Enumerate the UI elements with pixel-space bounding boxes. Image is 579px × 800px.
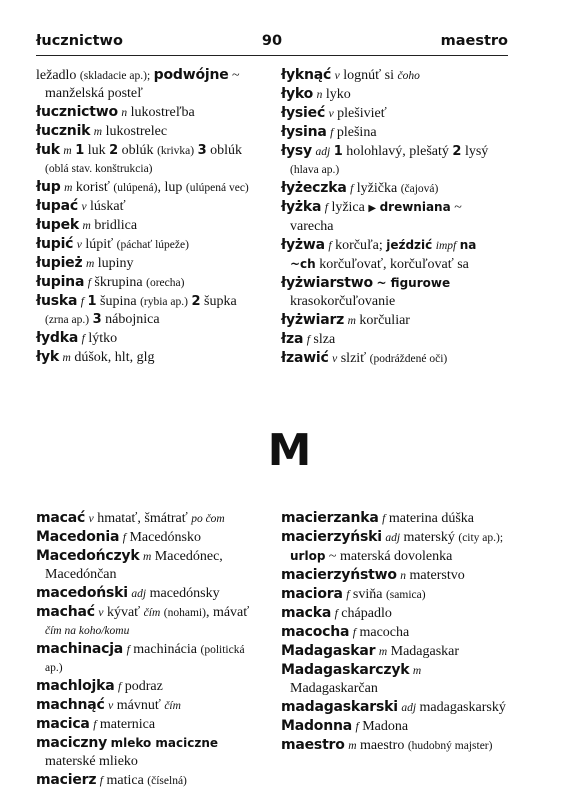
translation-text: Madagaskarčan <box>290 681 378 696</box>
sense-number: 1 <box>75 143 85 158</box>
grammar-label: v <box>334 70 340 82</box>
grammar-label: m <box>64 182 73 194</box>
grammar-label: f <box>350 183 354 195</box>
translation-text: , mávať <box>205 605 250 620</box>
translation-text: lukostrelec <box>102 124 168 139</box>
translation-text: plešivieť <box>333 106 387 121</box>
dictionary-entry <box>36 216 261 235</box>
entries-column-bottom-left <box>36 509 261 790</box>
translation-text: korčuľa; <box>331 238 387 253</box>
dictionary-entry <box>281 736 506 755</box>
translation-text: lyžica <box>327 200 369 215</box>
dictionary-entry <box>281 717 506 736</box>
grammar-label: v <box>98 607 104 619</box>
grammar-label: v <box>76 239 82 251</box>
translation-text: lukostreľba <box>127 105 195 120</box>
dictionary-entry <box>281 104 506 123</box>
grammar-label: f <box>81 333 85 345</box>
grammar-label: f <box>328 240 332 252</box>
translation-text: nábojnica <box>101 312 160 327</box>
translation-text: kývať <box>103 605 144 620</box>
grammar-label: adj <box>131 588 147 600</box>
headword: łupież <box>36 255 83 271</box>
phrase: urlop <box>290 549 326 563</box>
dictionary-entry <box>281 274 506 311</box>
phrase: na ~ch <box>290 238 477 271</box>
translation-text: materina dúška <box>385 511 474 526</box>
dictionary-entry <box>36 103 261 122</box>
section-letter: M <box>267 425 312 476</box>
headword: macierzyński <box>281 529 382 545</box>
dictionary-entry <box>281 509 506 528</box>
translation-text: šupka <box>200 294 237 309</box>
headword: łysy <box>281 143 312 159</box>
headword: macierzyństwo <box>281 567 397 583</box>
translation-text: korisť <box>72 180 114 195</box>
usage-note: (samica) <box>385 589 426 601</box>
translation-text: hmatať, šmátrať <box>93 511 192 526</box>
dictionary-entry <box>36 696 261 715</box>
translation-text: mávnuť <box>113 698 165 713</box>
headword: Madagaskar <box>281 643 376 659</box>
dictionary-entry <box>281 85 506 104</box>
headword: łucznictwo <box>36 104 118 120</box>
headword: łupina <box>36 274 85 290</box>
headword: machać <box>36 604 95 620</box>
headword: macedoński <box>36 585 128 601</box>
usage-note: (krivka) <box>157 145 195 157</box>
dictionary-entry <box>281 604 506 623</box>
page-number: 90 <box>261 33 283 49</box>
grammar-label: m <box>347 315 356 327</box>
headword: łysieć <box>281 105 326 121</box>
dictionary-entry <box>36 528 261 547</box>
sense-number: 1 <box>333 144 343 159</box>
phrase-marker: ▶ <box>368 203 377 214</box>
dictionary-entry <box>36 771 261 790</box>
grammar-label: n <box>400 570 407 582</box>
translation-text: holohlavý, plešatý <box>342 144 453 159</box>
phrase: jeździć <box>386 238 433 252</box>
usage-note: (nohami) <box>163 607 206 619</box>
dictionary-entry <box>281 566 506 585</box>
translation-text: luk <box>84 143 110 158</box>
usage-note: (čajová) <box>400 183 439 195</box>
translation-text: lúpiť <box>81 237 117 252</box>
grammar-label: f <box>80 296 84 308</box>
grammar-label: m <box>412 665 422 677</box>
translation-text: lýtko <box>84 331 118 346</box>
usage-note: (hudobný majster) <box>407 740 493 752</box>
headword: łuska <box>36 293 78 309</box>
header-rule <box>36 55 508 56</box>
dictionary-entry <box>36 292 261 329</box>
usage-note: (politická ap.) <box>45 644 245 674</box>
usage-hint: čím <box>164 700 181 712</box>
translation-text: ~ manželská posteľ <box>45 68 240 101</box>
translation-text: Macedónec, Macedónčan <box>45 549 223 582</box>
translation-text: slziť <box>337 351 370 366</box>
dictionary-entry <box>281 661 506 698</box>
grammar-label: adj <box>315 146 331 158</box>
grammar-label: f <box>99 775 103 787</box>
headword: łysina <box>281 124 327 140</box>
translation-text: materstvo <box>406 568 465 583</box>
headword: macierzanka <box>281 510 379 526</box>
grammar-label: m <box>142 551 152 563</box>
headword: maestro <box>281 737 345 753</box>
dictionary-entry <box>281 642 506 661</box>
headword: Macedonia <box>36 529 120 545</box>
translation-text: Madagaskar <box>387 644 460 659</box>
usage-hint: čím <box>143 607 161 619</box>
dictionary-entry <box>281 528 506 566</box>
usage-note: (city ap.); <box>458 532 504 544</box>
grammar-label: f <box>306 334 310 346</box>
dictionary-entry <box>281 198 506 236</box>
usage-note: (ulúpená) <box>113 182 158 194</box>
translation-text: škrupina <box>90 275 147 290</box>
dictionary-entry <box>36 178 261 197</box>
grammar-label: f <box>355 721 359 733</box>
headword: Macedończyk <box>36 548 140 564</box>
dictionary-entry <box>281 142 506 179</box>
headword: łydka <box>36 330 79 346</box>
headword: maciora <box>281 586 343 602</box>
dictionary-entry <box>281 585 506 604</box>
headword: łuk <box>36 142 60 158</box>
translation-text: lognúť si <box>339 68 398 83</box>
translation-text: šupina <box>96 294 141 309</box>
usage-note: (číselná) <box>147 775 187 787</box>
dictionary-entry <box>36 715 261 734</box>
entries-column-top-left <box>36 66 261 367</box>
grammar-label: v <box>108 700 114 712</box>
dictionary-entry <box>36 640 261 677</box>
grammar-label: v <box>88 513 94 525</box>
sense-number: 2 <box>109 143 119 158</box>
headword: Madonna <box>281 718 352 734</box>
header-last-entry: maestro <box>440 33 508 49</box>
usage-note: (oblá stav. konštrukcia) <box>45 163 153 175</box>
translation-text: maternica <box>96 717 156 732</box>
grammar-label: v <box>332 353 338 365</box>
dictionary-entry <box>281 311 506 330</box>
translation-text: materské mlieko <box>45 754 138 769</box>
grammar-label: f <box>93 719 97 731</box>
sense-number: 1 <box>87 294 97 309</box>
translation-text: lúskať <box>86 199 126 214</box>
translation-text: korčuľovať, korčuľovať sa <box>315 257 469 272</box>
grammar-label: f <box>87 277 91 289</box>
headword: łyżwiarstwo <box>281 275 373 291</box>
headword: Madagaskarczyk <box>281 662 410 678</box>
dictionary-entry <box>36 603 261 640</box>
dictionary-entry <box>36 547 261 584</box>
headword: maciczny <box>36 735 108 751</box>
headword: madagaskarski <box>281 699 398 715</box>
dictionary-entry <box>281 66 506 85</box>
dictionary-entry <box>36 66 261 103</box>
phrase: mleko maciczne <box>110 736 219 750</box>
headword: macocha <box>281 624 350 640</box>
phrase: ~ figurowe <box>376 276 451 290</box>
translation-text: plešina <box>333 125 377 140</box>
dictionary-entry <box>36 197 261 216</box>
translation-text: ležadlo <box>36 68 80 83</box>
dictionary-entry <box>281 123 506 142</box>
translation-text: lysý <box>461 144 489 159</box>
sense-number: 2 <box>191 294 201 309</box>
translation-text: oblúk <box>118 143 158 158</box>
grammar-label: m <box>82 220 91 232</box>
header-first-entry: łucznictwo <box>36 33 123 49</box>
dictionary-entry <box>36 141 261 178</box>
translation-text: korčuliar <box>355 313 410 328</box>
dictionary-entry <box>281 698 506 717</box>
grammar-label: adj <box>385 532 401 544</box>
dictionary-entry <box>36 235 261 254</box>
translation-text: machinácia <box>129 642 201 657</box>
dictionary-entry <box>36 273 261 292</box>
translation-text: sviňa <box>349 587 386 602</box>
grammar-label: f <box>346 589 350 601</box>
headword: łyko <box>281 86 314 102</box>
headword: macica <box>36 716 90 732</box>
translation-text: slza <box>309 332 336 347</box>
headword: machnąć <box>36 697 105 713</box>
grammar-label: f <box>117 681 122 693</box>
translation-text: ~ varecha <box>290 200 462 234</box>
translation-text: bridlica <box>90 218 138 233</box>
translation-text: podraz <box>121 679 163 694</box>
headword: łupać <box>36 198 78 214</box>
grammar-label: n <box>316 89 323 101</box>
headword: machlojka <box>36 678 115 694</box>
translation-text: dúšok, hlt, glg <box>70 350 155 365</box>
translation-text: Madona <box>358 719 409 734</box>
sense-number: 3 <box>197 143 207 158</box>
grammar-label: f <box>324 202 328 214</box>
usage-note: (páchať lúpeže) <box>116 239 189 251</box>
grammar-label: v <box>328 108 334 120</box>
entries-column-top-right <box>281 66 506 368</box>
dictionary-entry <box>281 236 506 274</box>
headword: łupek <box>36 217 79 233</box>
translation-text: madagaskarský <box>416 700 506 715</box>
usage-note: (podráždené oči) <box>369 353 448 365</box>
grammar-label: m <box>85 258 95 270</box>
grammar-label: f <box>352 627 356 639</box>
headword: łucznik <box>36 123 91 139</box>
dictionary-entry <box>36 734 261 771</box>
headword: łup <box>36 179 61 195</box>
dictionary-entry <box>36 254 261 273</box>
headword: podwójne <box>153 67 229 83</box>
headword: macka <box>281 605 332 621</box>
headword: łyżeczka <box>281 180 347 196</box>
dictionary-entry <box>36 122 261 141</box>
dictionary-entry <box>281 623 506 642</box>
translation-text: materský <box>400 530 459 545</box>
grammar-label: impf <box>435 240 457 252</box>
dictionary-entry <box>36 509 261 528</box>
usage-note: (ulúpená vec) <box>185 182 249 194</box>
translation-text: oblúk <box>206 143 243 158</box>
dictionary-entry <box>36 677 261 696</box>
dictionary-entry <box>281 349 506 368</box>
sense-number: 2 <box>452 144 462 159</box>
usage-note: (skladacie ap.); <box>79 70 151 82</box>
headword: macierz <box>36 772 97 788</box>
grammar-label: f <box>334 608 338 620</box>
headword: łyk <box>36 349 60 365</box>
grammar-label: adj <box>401 702 417 714</box>
headword: łza <box>281 331 304 347</box>
usage-note: (orecha) <box>146 277 185 289</box>
dictionary-entry <box>36 584 261 603</box>
grammar-label: f <box>122 532 126 544</box>
grammar-label: m <box>348 740 357 752</box>
usage-note: (rybia ap.) <box>140 296 188 308</box>
grammar-label: f <box>126 644 130 656</box>
usage-hint: čoho <box>397 70 420 82</box>
headword: łzawić <box>281 350 329 366</box>
headword: łupić <box>36 236 74 252</box>
translation-text: Macedónsko <box>125 530 201 545</box>
translation-text: chápadlo <box>337 606 392 621</box>
translation-text: lupiny <box>94 256 134 271</box>
headword: macać <box>36 510 86 526</box>
dictionary-entry <box>36 348 261 367</box>
grammar-label: f <box>330 127 334 139</box>
usage-hint: čím na koho/komu <box>45 625 130 637</box>
translation-text: ~ materská dovolenka <box>325 549 453 564</box>
sense-number: 3 <box>92 312 102 327</box>
translation-text: , lup <box>157 180 186 195</box>
headword: łyknąć <box>281 67 332 83</box>
grammar-label: v <box>81 201 87 213</box>
translation-text: macedónsky <box>146 586 220 601</box>
grammar-label: m <box>62 352 71 364</box>
dictionary-entry <box>36 329 261 348</box>
headword: machinacja <box>36 641 124 657</box>
headword: łyżwa <box>281 237 325 253</box>
dictionary-entry <box>281 179 506 198</box>
running-header <box>36 31 508 55</box>
grammar-label: n <box>121 107 128 119</box>
usage-note: (hlava ap.) <box>290 164 340 176</box>
translation-text: lyko <box>322 87 351 102</box>
usage-note: (zrna ap.) <box>45 314 90 326</box>
translation-text: lyžička <box>353 181 401 196</box>
translation-text: macocha <box>355 625 410 640</box>
headword: łyżwiarz <box>281 312 345 328</box>
translation-text: matica <box>102 773 148 788</box>
translation-text: krasokorčuľovanie <box>290 294 396 309</box>
usage-hint: po čom <box>191 513 225 525</box>
grammar-label: f <box>382 513 386 525</box>
entries-column-bottom-right <box>281 509 506 755</box>
dictionary-entry <box>281 330 506 349</box>
grammar-label: m <box>93 126 103 138</box>
translation-text: maestro <box>356 738 408 753</box>
phrase: drewniana <box>379 200 451 214</box>
headword: łyżka <box>281 199 322 215</box>
grammar-label: m <box>378 646 388 658</box>
grammar-label: m <box>63 145 72 157</box>
